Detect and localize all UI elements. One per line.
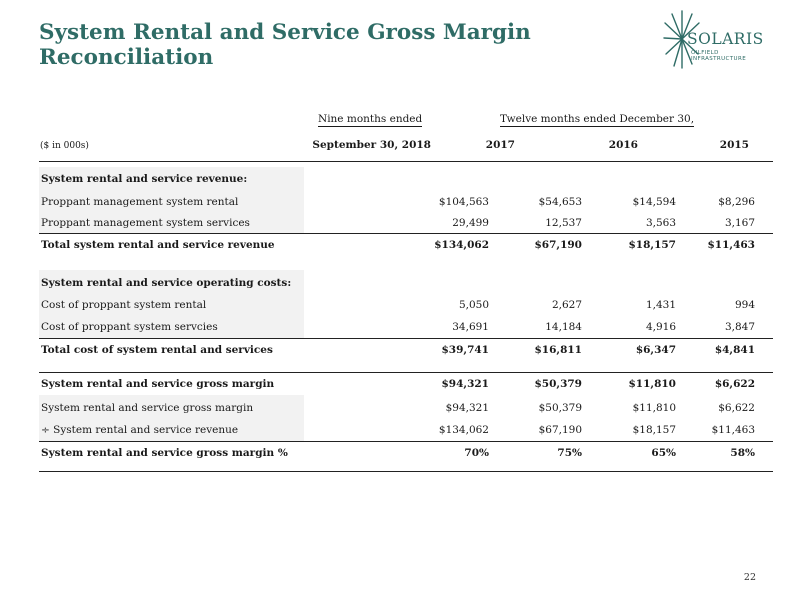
cell-2015: $11,463 <box>707 239 755 251</box>
cell-sep-2018: $134,062 <box>438 424 489 436</box>
cell-2015: $4,841 <box>714 344 755 356</box>
header-nine-months-label: Nine months ended <box>318 113 423 125</box>
logo-wordmark: SOLARIS <box>687 30 764 48</box>
cell-2017: 12,537 <box>545 217 582 229</box>
cell-sep-2018: $94,321 <box>445 402 489 414</box>
cell-2017: $16,811 <box>534 344 582 356</box>
cell-2015: 3,167 <box>724 217 755 229</box>
cell-sep-2018: $94,321 <box>441 378 489 390</box>
company-logo <box>662 8 772 72</box>
cell-sep-2018: 5,050 <box>458 299 489 311</box>
cell-2017: $67,190 <box>538 424 582 436</box>
table-bottom-rule <box>39 471 773 472</box>
cell-2017: $67,190 <box>534 239 582 251</box>
cell-sep-2018: $104,563 <box>438 196 489 208</box>
table-row <box>39 213 773 235</box>
header-twelve-months <box>500 113 694 125</box>
row-label: Cost of proppant system servcies <box>41 321 218 333</box>
cell-2015: $11,463 <box>711 424 755 436</box>
cell-sep-2018: 34,691 <box>452 321 489 333</box>
cell-2016: 1,431 <box>645 299 676 311</box>
cell-2016: $11,810 <box>632 402 676 414</box>
row-label: System rental and service gross margin % <box>41 447 288 459</box>
row-label: Proppant management system services <box>41 217 250 229</box>
cell-sep-2018: 70% <box>464 447 489 459</box>
cell-2016: $11,810 <box>628 378 676 390</box>
page-title <box>39 20 531 70</box>
table-row <box>39 169 773 191</box>
cell-sep-2018: $134,062 <box>434 239 489 251</box>
row-label: Cost of proppant system rental <box>41 299 207 311</box>
cell-2017: $50,379 <box>538 402 582 414</box>
row-label: Total system rental and service revenue <box>41 239 275 251</box>
cell-2015: $6,622 <box>714 378 755 390</box>
row-label: Proppant management system rental <box>41 196 239 208</box>
cell-2017: 2,627 <box>551 299 582 311</box>
col-header-sep-2018: September 30, 2018 <box>312 139 431 151</box>
table-row <box>39 443 773 465</box>
row-label: System rental and service gross margin <box>41 402 254 414</box>
cell-2015: 58% <box>730 447 755 459</box>
cell-sep-2018: $39,741 <box>441 344 489 356</box>
cell-2017: 75% <box>557 447 582 459</box>
cell-2017: $54,653 <box>538 196 582 208</box>
cell-2015: $8,296 <box>718 196 755 208</box>
cell-2016: $18,157 <box>632 424 676 436</box>
header-twelve-months-label: Twelve months ended December 30, <box>500 113 695 125</box>
cell-2015: 3,847 <box>724 321 755 333</box>
margin-top-rule <box>39 372 773 373</box>
col-header-2015: 2015 <box>719 139 749 151</box>
cell-2016: $18,157 <box>628 239 676 251</box>
row-label: Total cost of system rental and services <box>41 344 273 356</box>
cell-2016: $14,594 <box>632 196 676 208</box>
title-line-2: Reconciliation <box>39 45 214 70</box>
title-line-1: System Rental and Service Gross Margin <box>39 20 531 45</box>
table-row <box>39 374 773 396</box>
cell-sep-2018: 29,499 <box>452 217 489 229</box>
col-header-2017: 2017 <box>485 139 515 151</box>
cell-2015: 994 <box>734 299 755 311</box>
row-label: System rental and service gross margin <box>41 378 275 390</box>
cell-2017: 14,184 <box>545 321 582 333</box>
page-number: 22 <box>743 572 756 583</box>
table-row <box>39 317 773 339</box>
cell-2015: $6,622 <box>718 402 755 414</box>
cell-2016: 3,563 <box>645 217 676 229</box>
table-row <box>39 295 773 317</box>
cell-2016: $6,347 <box>635 344 676 356</box>
table-top-rule <box>39 161 773 162</box>
row-label: System rental and service revenue: <box>41 173 248 185</box>
table-row <box>39 273 773 295</box>
row-label: ÷ System rental and service revenue <box>41 424 239 436</box>
table-row <box>39 235 773 257</box>
col-header-2016: 2016 <box>608 139 638 151</box>
cell-2017: $50,379 <box>534 378 582 390</box>
table-row <box>39 192 773 214</box>
table-row <box>39 340 773 362</box>
header-nine-months <box>318 113 422 125</box>
table-row <box>39 420 773 442</box>
logo-tagline: OILFIELD INFRASTRUCTURE <box>691 50 747 62</box>
cell-2016: 65% <box>651 447 676 459</box>
table-row <box>39 398 773 420</box>
units-label: ($ in 000s) <box>40 141 89 151</box>
row-label: System rental and service operating costs: <box>41 277 292 289</box>
cell-2016: 4,916 <box>645 321 676 333</box>
